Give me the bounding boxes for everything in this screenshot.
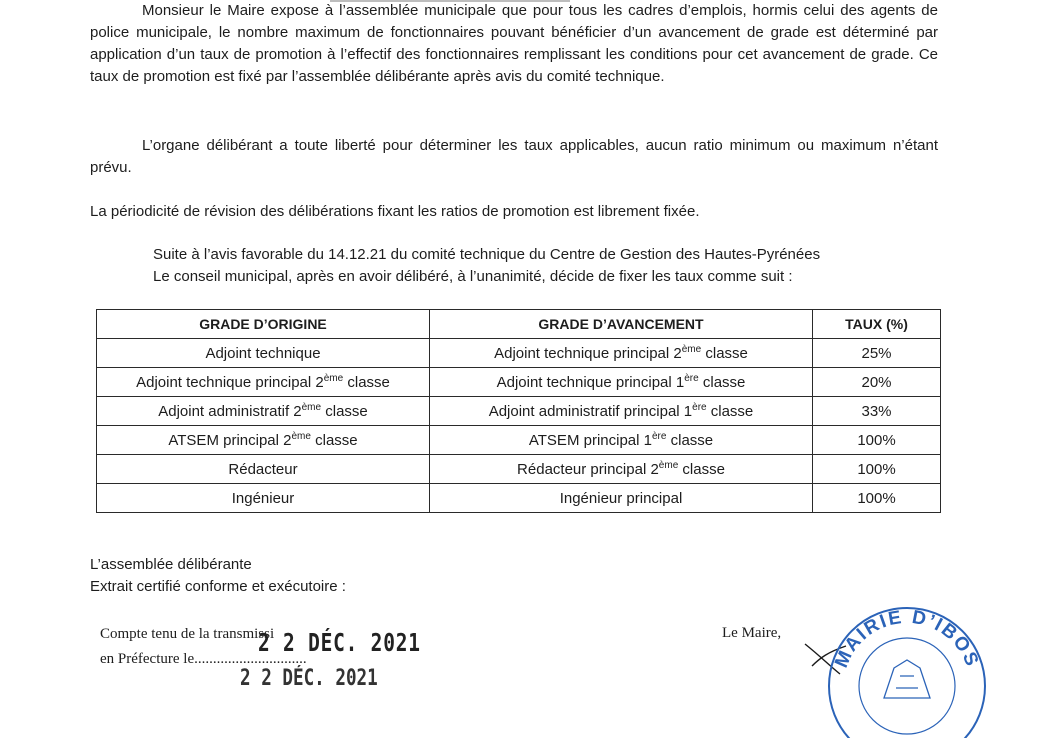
cell-advance: ATSEM principal 1ère classe [430,426,813,455]
table-header-row [97,310,941,339]
cell-origin: ATSEM principal 2ème classe [97,426,430,455]
table-row [97,484,941,513]
prefecture-label: en Préfecture le.............................. [100,651,307,667]
header-grade-origin: GRADE D’ORIGINE [97,310,430,339]
promotion-rates-table [96,309,941,513]
cell-rate: 20% [813,368,941,397]
cell-rate: 100% [813,426,941,455]
date-stamp: 2 2 DÉC. 2021 [258,628,421,657]
date-stamp-partial: 2 2 DÉC. 2021 [240,666,378,691]
cell-advance: Adjoint technique principal 1ère classe [430,368,813,397]
cell-rate: 33% [813,397,941,426]
table-row [97,397,941,426]
paragraph-periodicity: La périodicité de révision des délibérations fixant les ratios de promotion est librement fixée. [90,203,700,220]
cell-origin: Adjoint administratif 2ème classe [97,397,430,426]
cell-rate: 25% [813,339,941,368]
intro-avis: Suite à l’avis favorable du 14.12.21 du comité technique du Centre de Gestion des Hautes-Pyrénées [153,246,821,263]
assembly-label: L’assemblée délibérante [90,556,252,573]
intro-decision: Le conseil municipal, après en avoir délibéré, à l’unanimité, décide de fixer les taux comme suit : [153,268,793,285]
transmission-label: Compte tenu de la transmissi [100,626,275,642]
table-row [97,368,941,397]
header-grade-advance: GRADE D’AVANCEMENT [430,310,813,339]
mairie-seal-stamp [822,598,992,738]
mayor-label: Le Maire, [722,625,782,641]
cell-advance: Adjoint technique principal 2ème classe [430,339,813,368]
cell-advance: Rédacteur principal 2ème classe [430,455,813,484]
cell-advance: Adjoint administratif principal 1ère classe [430,397,813,426]
paragraph-exposition: Monsieur le Maire expose à l’assemblée municipale que pour tous les cadres d’emplois, hormis celui des agents de police municipale, le nombre maximum de fonctionnaires pouvant bénéficier d’un avancement de grade est déterminé par application d’un taux de promotion à l’effectif des fonctionnaires remplissant les conditions pour cet avancement de grade. Ce taux de promotion est fixé par l’assemblée délibérante après avis du comité technique. [90,2,938,85]
cell-rate: 100% [813,455,941,484]
cell-origin: Adjoint technique [97,339,430,368]
table-row [97,339,941,368]
svg-text:MAIRIE D’IBOS [831,607,983,671]
table-row [97,455,941,484]
certified-label: Extrait certifié conforme et exécutoire : [90,578,346,595]
header-rate: TAUX (%) [813,310,941,339]
paragraph-liberty: L’organe délibérant a toute liberté pour déterminer les taux applicables, aucun ratio minimum ou maximum n’étant prévu. [90,137,938,176]
cell-origin: Rédacteur [97,455,430,484]
cell-origin: Ingénieur [97,484,430,513]
seal-text: MAIRIE D’IBOS [831,606,983,671]
table-row [97,426,941,455]
cell-advance: Ingénieur principal [430,484,813,513]
cell-rate: 100% [813,484,941,513]
cell-origin: Adjoint technique principal 2ème classe [97,368,430,397]
